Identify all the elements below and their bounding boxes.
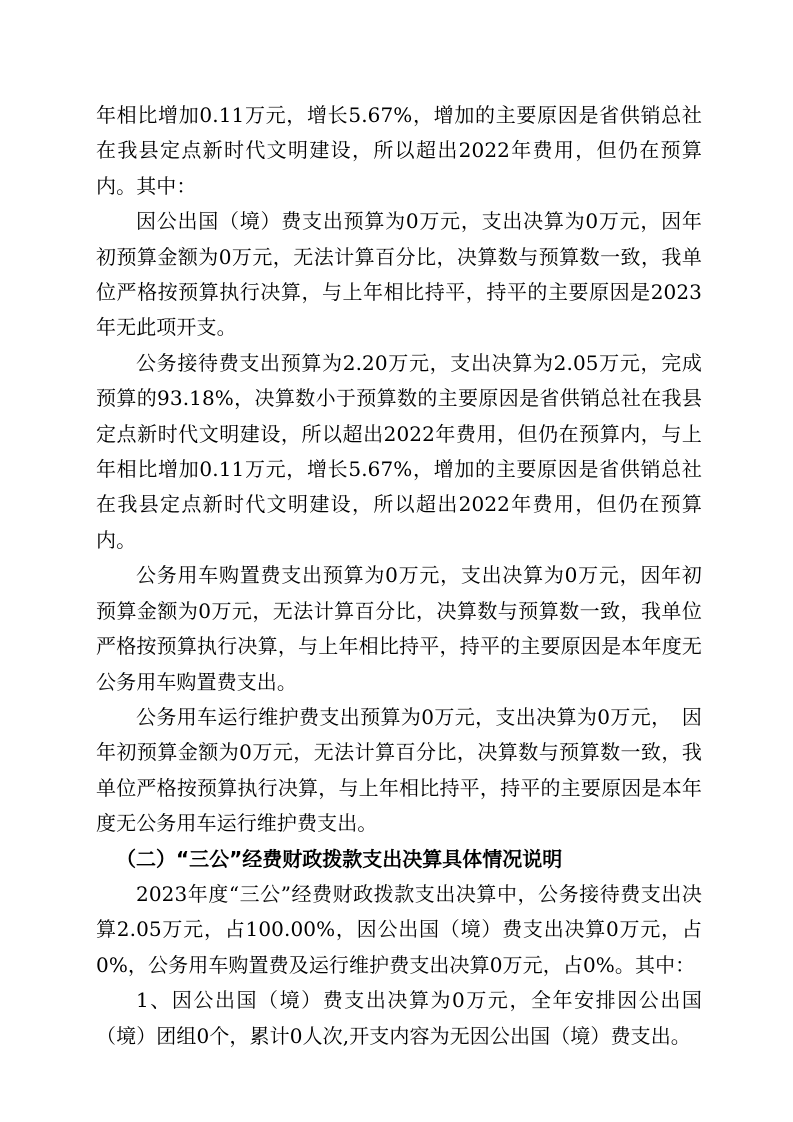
document-body [96, 98, 702, 1054]
paragraph-overseas-travel: 因公出国（境）费支出预算为0万元，支出决算为0万元，因年初预算金额为0万元，无法计算百分比，决算数与预算数一致，我单位严格按预算执行决算，与上年相比持平，持平的主要原因是2023年无此项开支。 [96, 209, 702, 340]
paragraph-continuation: 年相比增加0.11万元，增长5.67%，增加的主要原因是省供销总社在我县定点新时代文明建设，所以超出2022年费用，但仍在预算内。其中： [96, 103, 702, 198]
paragraph-vehicle-purchase: 公务用车购置费支出预算为0万元，支出决算为0万元，因年初预算金额为0万元，无法计算百分比，决算数与预算数一致，我单位严格按预算执行决算，与上年相比持平，持平的主要原因是本年度无公务用车购置费支出。 [96, 563, 702, 694]
paragraph-item-1: 1、因公出国（境）费支出决算为0万元，全年安排因公出国（境）团组0个，累计0人次,开支内容为无因公出国（境）费支出。 [96, 988, 702, 1048]
paragraph-official-reception: 公务接待费支出预算为2.20万元，支出决算为2.05万元，完成预算的93.18%，决算数小于预算数的主要原因是省供销总社在我县定点新时代文明建设，所以超出2022年费用，但仍在预算内，与上年相比增加0.11万元，增长5.67%，增加的主要原因是省供销总社在我县定点新时代文明建设，所以超出2022年费用，但仍在预算内。 [96, 350, 702, 552]
section-heading: （二）“三公”经费财政拨款支出决算具体情况说明 [116, 846, 563, 871]
paragraph-vehicle-maintenance: 公务用车运行维护费支出预算为0万元，支出决算为0万元， 因年初预算金额为0万元，无法计算百分比，决算数与预算数一致，我单位严格按预算执行决算，与上年相比持平，持平的主要原因是本年度无公务用车运行维护费支出。 [96, 704, 702, 836]
paragraph-summary: 2023年度“三公”经费财政拨款支出决算中，公务接待费支出决算2.05万元，占100.00%，因公出国（境）费支出决算0万元，占0%，公务用车购置费及运行维护费支出决算0万元，占0%。其中： [96, 881, 702, 977]
